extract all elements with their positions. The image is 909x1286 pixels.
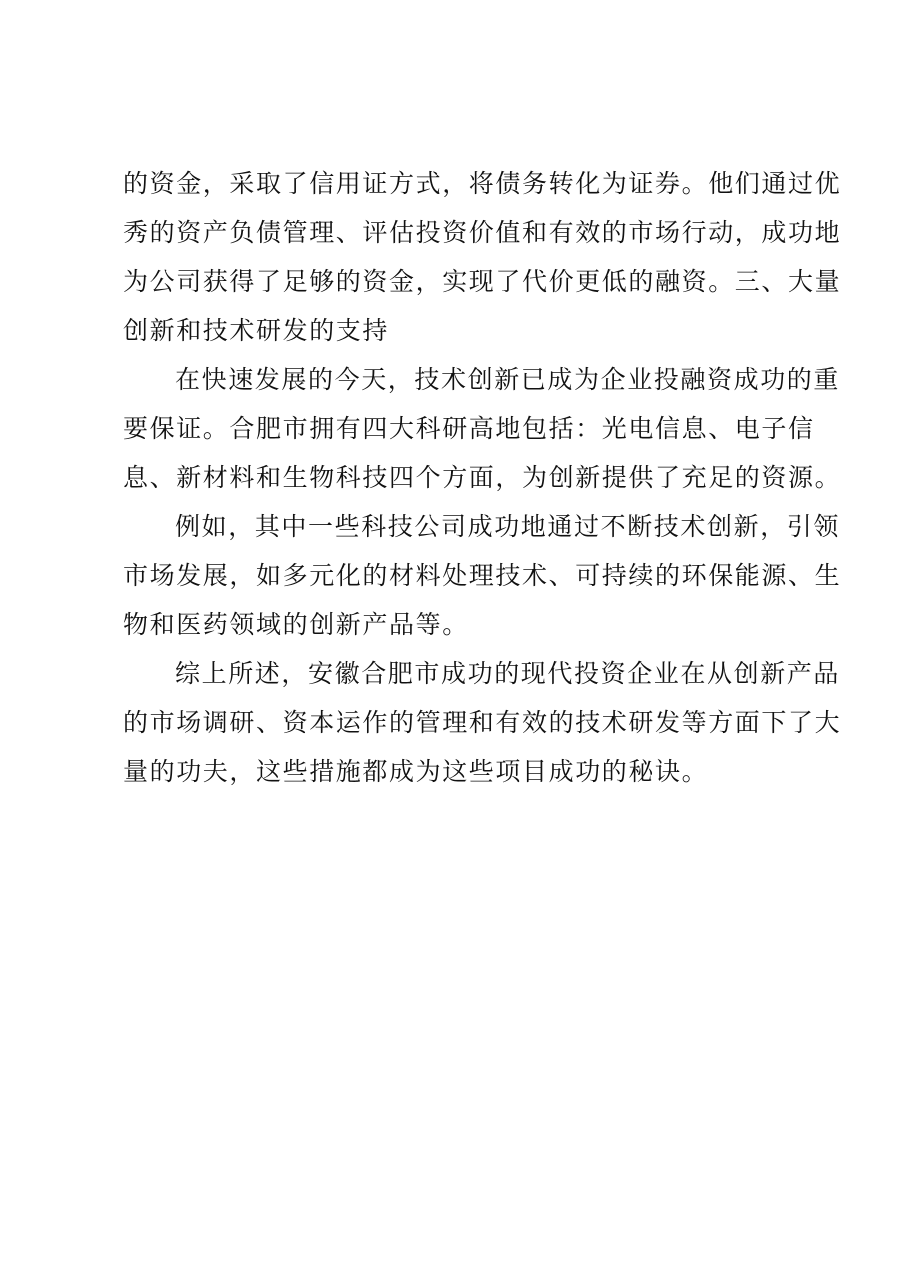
text-line: 在快速发展的今天，技术创新已成为企业投融资成功的重 bbox=[175, 365, 841, 394]
paragraph-financing-and-innovation bbox=[123, 159, 842, 355]
text-line: 的市场调研、资本运作的管理和有效的技术研发等方面下了大 bbox=[123, 708, 842, 737]
paragraph-summary bbox=[123, 649, 842, 796]
text-line: 息、新材料和生物科技四个方面，为创新提供了充足的资源。 bbox=[123, 463, 842, 492]
text-line: 物和医药领域的创新产品等。 bbox=[123, 610, 469, 639]
document-body bbox=[123, 159, 842, 796]
text-line: 的资金，采取了信用证方式，将债务转化为证券。他们通过优 bbox=[123, 169, 842, 198]
paragraph-technology-innovation bbox=[123, 355, 842, 502]
text-line: 创新和技术研发的支持 bbox=[123, 316, 390, 345]
paragraph-example bbox=[123, 502, 842, 649]
text-line: 市场发展，如多元化的材料处理技术、可持续的环保能源、生 bbox=[123, 561, 842, 590]
text-line: 例如，其中一些科技公司成功地通过不断技术创新，引领 bbox=[175, 512, 841, 541]
text-line: 综上所述，安徽合肥市成功的现代投资企业在从创新产品 bbox=[175, 659, 841, 688]
text-line: 要保证。合肥市拥有四大科研高地包括：光电信息、电子信 bbox=[123, 414, 815, 443]
text-line: 为公司获得了足够的资金，实现了代价更低的融资。三、大量 bbox=[123, 267, 842, 296]
text-line: 秀的资产负债管理、评估投资价值和有效的市场行动，成功地 bbox=[123, 218, 842, 247]
text-line: 量的功夫，这些措施都成为这些项目成功的秘诀。 bbox=[123, 757, 709, 786]
